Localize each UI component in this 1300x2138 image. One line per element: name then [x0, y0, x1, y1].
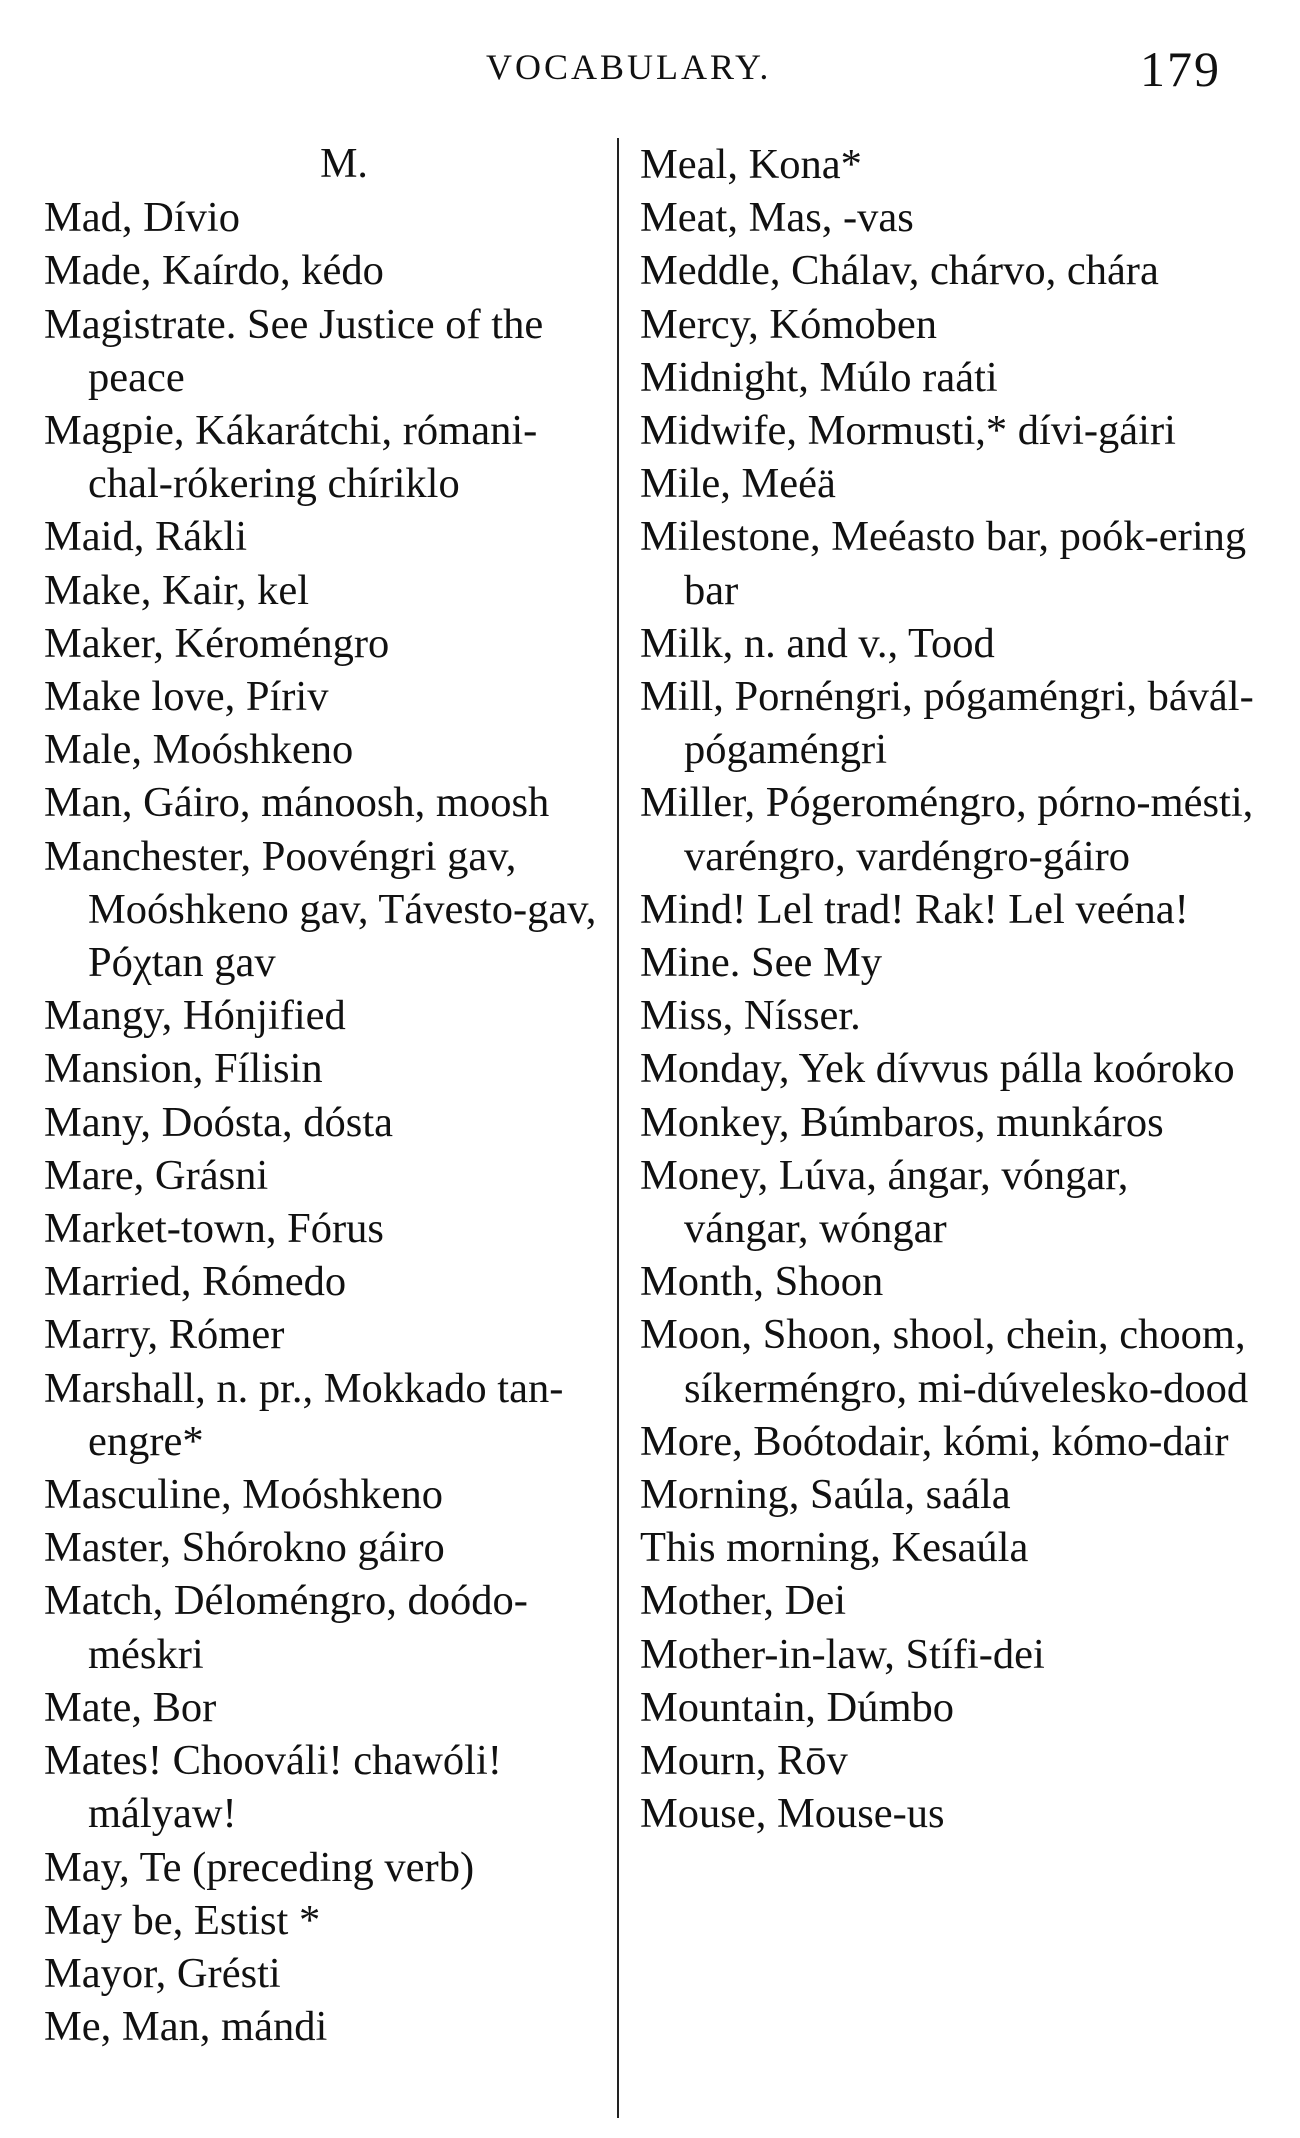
vocabulary-entry: Milestone, Meéasto bar, poók-ering bar [640, 513, 1257, 614]
vocabulary-entry: Many, Doósta, dósta [44, 1098, 394, 1146]
vocabulary-entry: Mouse, Mouse-us [640, 1790, 945, 1838]
vocabulary-entry: Mate, Bor [44, 1683, 217, 1731]
vocabulary-entry: Make, Kair, kel [44, 566, 310, 614]
vocabulary-entry: Money, Lúva, ángar, vóngar, vángar, wóngar [640, 1151, 1139, 1253]
vocabulary-entry: Me, Man, mándi [44, 2003, 328, 2051]
vocabulary-entry: Mother-in-law, Stífi-dei [640, 1630, 1045, 1678]
vocabulary-entry: Meat, Mas, -vas [640, 194, 914, 242]
vocabulary-entry: Milk, n. and v., Tood [640, 619, 995, 667]
right-column [640, 138, 1264, 1841]
vocabulary-entry: Married, Rómedo [44, 1258, 347, 1306]
vocabulary-entry: Magpie, Kákarátchi, rómani-chal-rókering chíriklo [44, 407, 538, 508]
vocabulary-entry: Make love, Píriv [44, 673, 329, 721]
vocabulary-entry: Male, Moóshkeno [44, 726, 354, 774]
vocabulary-entry: Miller, Pógeroméngro, pórno-mésti, varéngro, vardéngro-gáiro [640, 779, 1264, 880]
vocabulary-entry: Mangy, Hónjified [44, 992, 346, 1040]
left-column [44, 138, 614, 2053]
vocabulary-entry: May be, Estist * [44, 1896, 321, 1944]
vocabulary-entry: Made, Kaírdo, kédo [44, 247, 384, 295]
vocabulary-entry: Master, Shórokno gáiro [44, 1524, 445, 1572]
vocabulary-entry: Meddle, Chálav, chárvo, chára [640, 247, 1159, 295]
running-title: VOCABULARY. [486, 47, 772, 87]
vocabulary-entry: Monkey, Búmbaros, munkáros [640, 1098, 1164, 1146]
vocabulary-entry: Mansion, Fílisin [44, 1045, 323, 1093]
vocabulary-entry: This morning, Kesaúla [640, 1524, 1029, 1572]
vocabulary-entry: Manchester, Poovéngri gav, Moóshkeno gav, Távesto-gav, Póχtan gav [44, 832, 607, 987]
left-entry-list [44, 191, 614, 2053]
right-entry-list [640, 138, 1264, 1841]
vocabulary-entry: Midnight, Múlo raáti [640, 353, 998, 401]
vocabulary-entry: Mates! Choováli! chawóli! mályaw! [44, 1737, 513, 1838]
vocabulary-entry: Mare, Grásni [44, 1151, 269, 1199]
vocabulary-entry: Monday, Yek dívvus pálla koóroko [640, 1045, 1235, 1093]
vocabulary-entry: Meal, Kona* [640, 141, 862, 188]
vocabulary-entry: Maker, Kéroméngro [44, 619, 390, 667]
vocabulary-entry: Mercy, Kómoben [640, 300, 938, 348]
section-letter: M. [320, 141, 368, 187]
vocabulary-entry: Mind! Lel trad! Rak! Lel veéna! [640, 885, 1189, 933]
vocabulary-entry: Month, Shoon [640, 1258, 884, 1306]
page-number: 179 [1140, 41, 1221, 97]
vocabulary-entry: Mad, Dívio [44, 194, 240, 242]
vocabulary-entry: Mile, Meéä [640, 460, 836, 508]
vocabulary-entry: Marshall, n. pr., Mokkado tan-engre* [44, 1364, 564, 1465]
vocabulary-entry: Mountain, Dúmbo [640, 1683, 955, 1731]
vocabulary-entry: Market-town, Fórus [44, 1205, 384, 1253]
vocabulary-entry: Man, Gáiro, mánoosh, moosh [44, 779, 550, 827]
column-divider [617, 138, 619, 2118]
vocabulary-entry: Magistrate. See Justice of the peace [44, 300, 554, 401]
vocabulary-entry: Morning, Saúla, saála [640, 1471, 1011, 1519]
vocabulary-entry: Midwife, Mormusti,* dívi-gáiri [640, 407, 1176, 455]
vocabulary-entry: Masculine, Moóshkeno [44, 1471, 443, 1519]
vocabulary-entry: Mill, Pornéngri, pógaméngri, bávál-pógaméngri [640, 673, 1254, 774]
vocabulary-entry: Miss, Nísser. [640, 992, 861, 1040]
vocabulary-entry: Moon, Shoon, shool, chein, choom, síkerméngro, mi-dúvelesko-dood [640, 1311, 1257, 1412]
vocabulary-entry: Mayor, Grésti [44, 1949, 281, 1997]
vocabulary-entry: Marry, Rómer [44, 1311, 285, 1359]
page-header [0, 40, 1300, 100]
vocabulary-entry: Maid, Rákli [44, 513, 248, 561]
vocabulary-entry: May, Te (preceding verb) [44, 1843, 475, 1891]
vocabulary-entry: Mourn, Rōv [640, 1737, 848, 1785]
vocabulary-entry: Mine. See My [640, 939, 882, 987]
vocabulary-entry: More, Boótodair, kómi, kómo-dair [640, 1417, 1229, 1465]
vocabulary-entry: Match, Déloméngro, doódo-méskri [44, 1577, 528, 1678]
vocabulary-entry: Mother, Dei [640, 1577, 847, 1625]
